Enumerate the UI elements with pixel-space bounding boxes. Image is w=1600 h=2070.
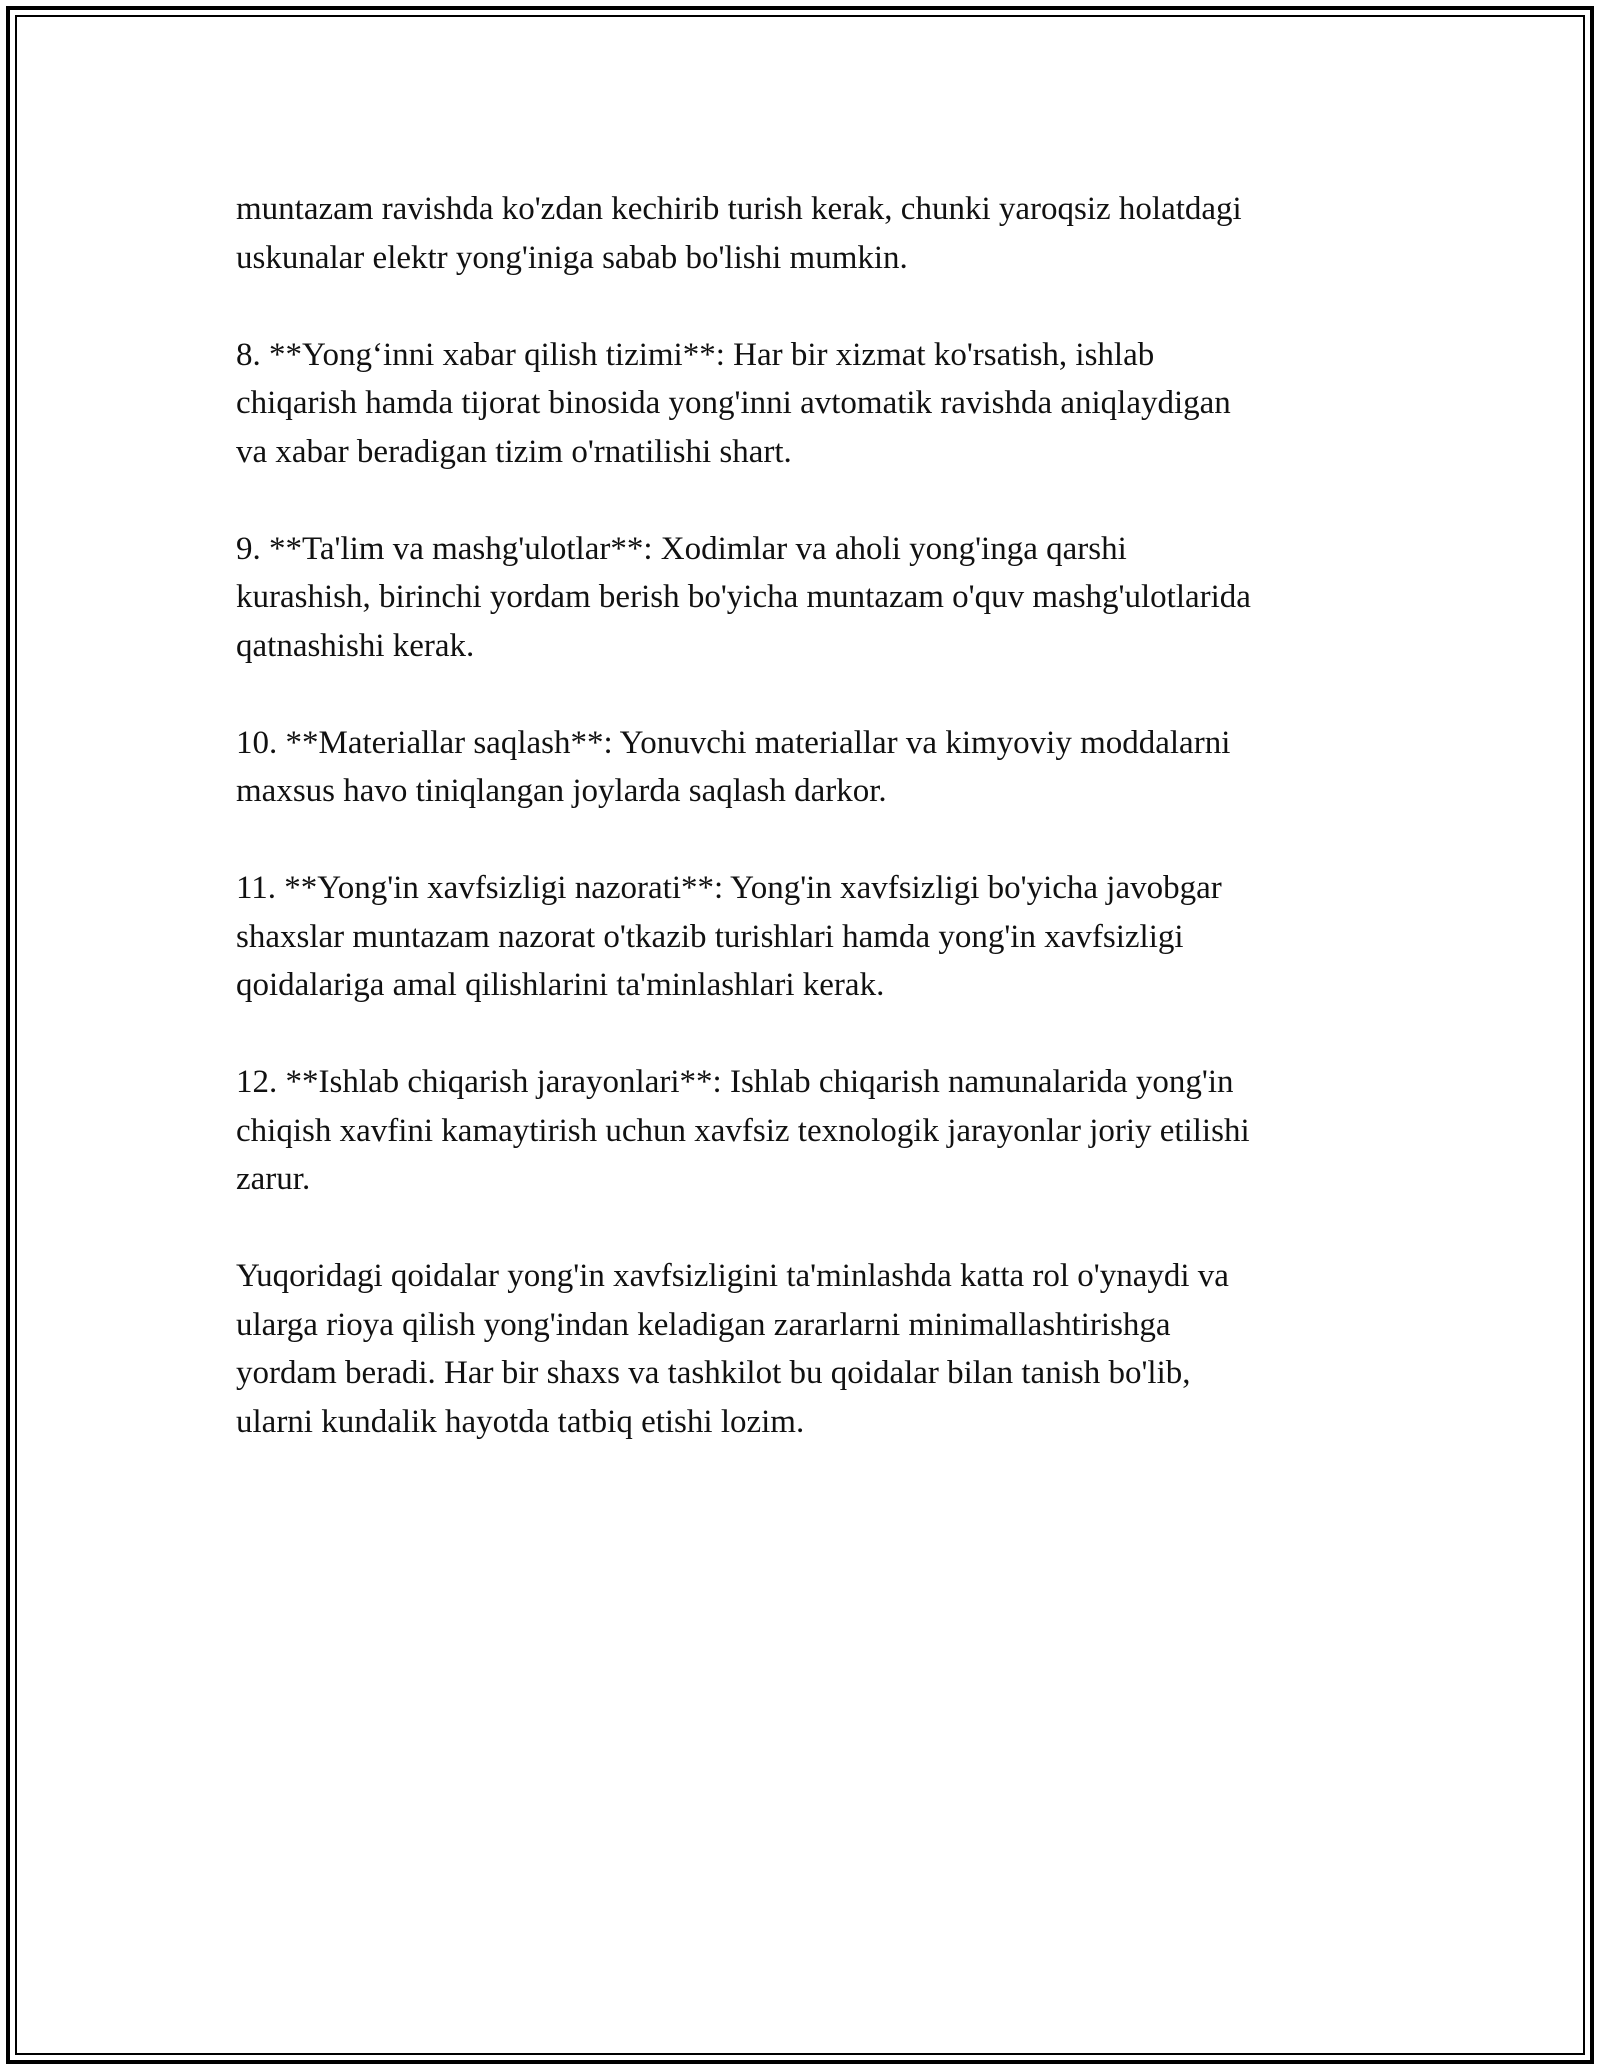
paragraph-intro-continuation: muntazam ravishda ko'zdan kechirib turish kerak, chunki yaroqsiz holatdagi uskunalar elektr yong'iniga sabab bo'lishi mumkin. [236,191,1242,276]
paragraph-item-8: 8. **Yong‘inni xabar qilish tizimi**: Har bir xizmat ko'rsatish, ishlab chiqarish hamda tijorat binosida yong'inni avtomatik ravishda aniqlaydigan va xabar beradigan tizim o'rnatilishi shart. [236,336,1231,470]
paragraph-item-12: 12. **Ishlab chiqarish jarayonlari**: Ishlab chiqarish namunalarida yong'in chiqish xavfini kamaytirish uchun xavfsiz texnologik jarayonlar joriy etilishi zarur. [236,1064,1250,1197]
paragraph-conclusion: Yuqoridagi qoidalar yong'in xavfsizligini ta'minlashda katta rol o'ynaydi va ularga rioya qilish yong'indan keladigan zararlarni minimallashtirishga yordam beradi. Har bir shaxs va tashkilot bu qoidalar bilan tanish bo'lib, ularni kundalik hayotda tatbiq etishi lozim. [236,1258,1229,1440]
paragraph-item-9: 9. **Ta'lim va mashg'ulotlar**: Xodimlar va aholi yong'inga qarshi kurashish, birinchi yordam berish bo'yicha muntazam o'quv mashg'ulotlarida qatnashishi kerak. [236,530,1251,664]
paragraph-item-10: 10. **Materiallar saqlash**: Yonuvchi materiallar va kimyoviy moddalarni maxsus havo tiniqlangan joylarda saqlash darkor. [236,724,1231,809]
paragraph-item-11: 11. **Yong'in xavfsizligi nazorati**: Yong'in xavfsizligi bo'yicha javobgar shaxslar muntazam nazorat o'tkazib turishlari hamda yong'in xavfsizligi qoidalariga amal qilishlarini ta'minlashlari kerak. [236,870,1222,1003]
document-body [236,185,1376,1495]
